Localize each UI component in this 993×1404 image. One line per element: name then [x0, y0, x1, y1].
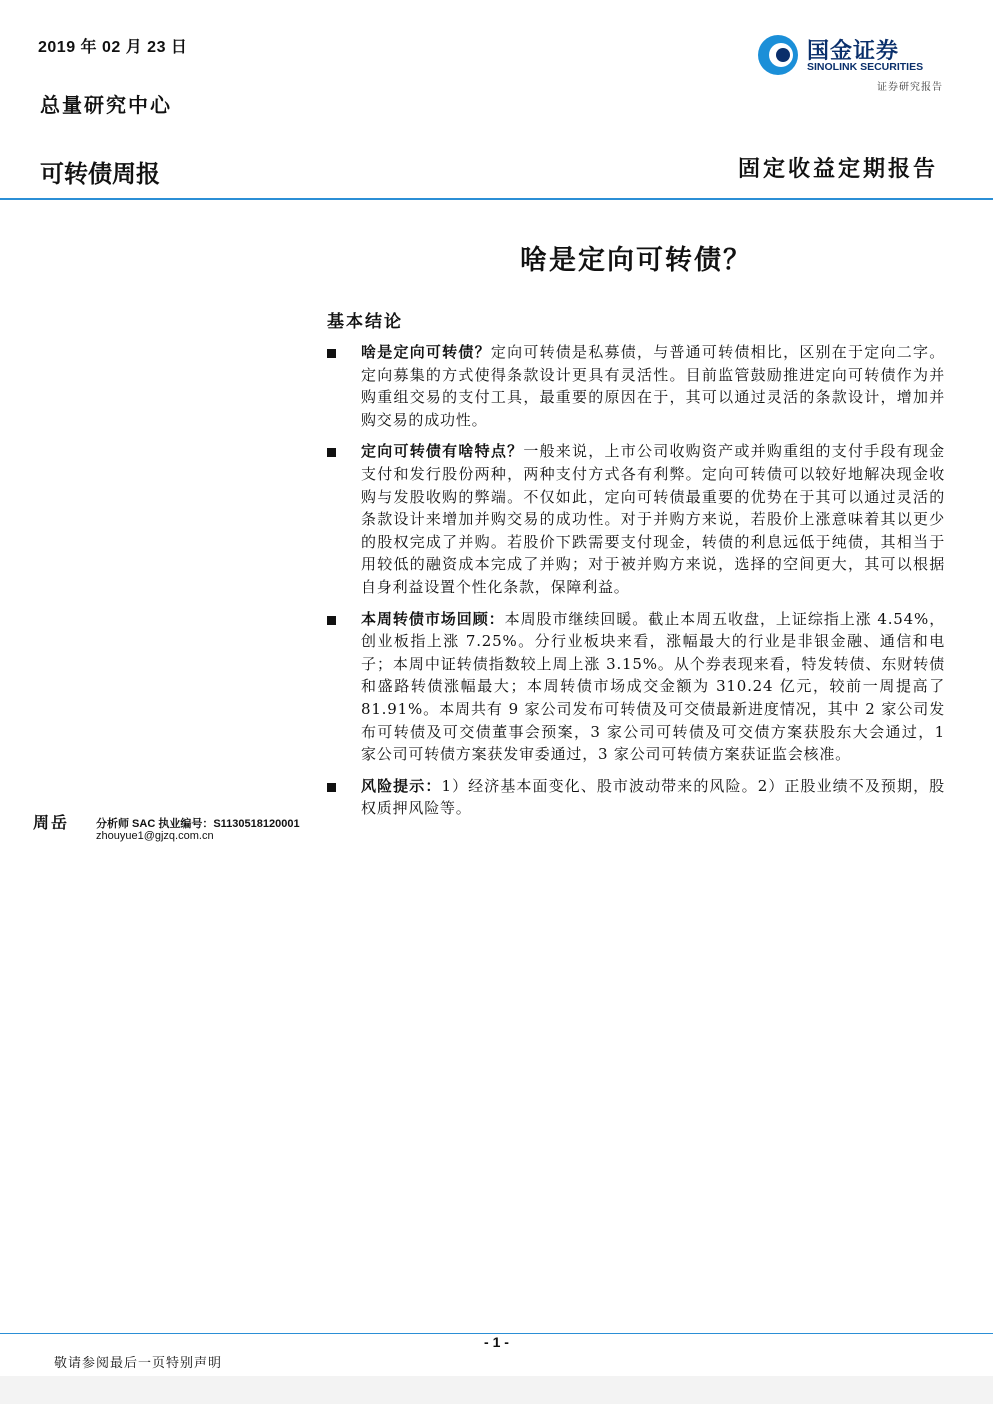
analyst-email-link[interactable]: zhouyue1@gjzq.com.cn	[96, 830, 214, 842]
square-bullet-icon	[327, 349, 336, 358]
list-item	[325, 608, 945, 766]
bullet-text: 本周股市继续回暖。截止本周五收盘，上证综指上涨 4.54%，创业板指上涨 7.25%。分行业板块来看，涨幅最大的行业是非银金融、通信和电子；本周中证转债指数较上周上涨 3.15%。从个券表现来看，特发转债、东财转债和盛路转债涨幅最大；本周转债市场成交金额为 310.24 亿元，较前一周提高了 81.91%。本周共有 9 家公司发布可转债及可交债最新进度情况，其中 2 家公司发布可转债及可交债董事会预案，3 家公司可转债及可交债方案获股东大会通过，1 家公司可转债方案获发审委通过，3 家公司可转债方案获证监会核准。	[361, 609, 945, 764]
bullet-heading: 本周转债市场回顾：	[361, 609, 505, 628]
square-bullet-icon	[327, 616, 336, 625]
sinolink-logo-icon	[757, 34, 799, 76]
bullet-heading: 定向可转债有啥特点？	[361, 442, 524, 461]
company-logo	[757, 32, 947, 78]
header-divider	[0, 198, 993, 200]
bullet-text: 一般来说，上市公司收购资产或并购重组的支付手段有现金支付和发行股份两种，两种支付方式各有利弊。定向可转债可以较好地解决现金收购与发股收购的弊端。不仅如此，定向可转债最重要的优势在于其可以通过灵活的条款设计来增加并购交易的成功性。对于并购方来说，若股价上涨意味着其以更少的股权完成了并购。若股价下跌需要支付现金，转债的利息远低于纯债，其相当于用较低的融资成本完成了并购；对于被并购方来说，选择的空间更大，其可以根据自身利益设置个性化条款，保障利益。	[361, 442, 945, 596]
bullet-heading: 啥是定向可转债？	[361, 343, 491, 361]
section-heading: 基本结论	[327, 312, 403, 332]
list-item	[325, 440, 945, 598]
disclaimer-note: 敬请参阅最后一页特别声明	[54, 1356, 223, 1371]
footer-band	[0, 1376, 993, 1404]
logo-name-cn: 国金证券	[807, 38, 900, 63]
logo-subtitle: 证券研究报告	[877, 82, 943, 93]
list-item	[325, 775, 945, 820]
document-title: 啥是定向可转债？	[520, 245, 752, 276]
conclusion-list	[325, 341, 945, 829]
bullet-heading: 风险提示：	[361, 776, 442, 795]
analyst-certification: 分析师 SAC 执业编号：S1130518120001	[96, 818, 300, 830]
report-type: 固定收益定期报告	[737, 156, 938, 182]
list-item	[325, 341, 945, 431]
research-center: 总量研究中心	[40, 93, 172, 117]
page-number: - 1 -	[484, 1334, 509, 1350]
series-title: 可转债周报	[40, 161, 160, 188]
bullet-text: 定向可转债是私募债，与普通可转债相比，区别在于定向二字。定向募集的方式使得条款设计更具有灵活性。目前监管鼓励推进定向可转债作为并购重组交易的支付工具，最重要的原因在于，其可以通过灵活的条款设计，增加并购交易的成功性。	[361, 343, 945, 429]
square-bullet-icon	[327, 783, 336, 792]
bullet-text: 1）经济基本面变化、股市波动带来的风险。2）正股业绩不及预期，股权质押风险等。	[361, 776, 945, 818]
square-bullet-icon	[327, 448, 336, 457]
analyst-name: 周岳	[33, 813, 70, 832]
report-date: 2019 年 02 月 23 日	[38, 39, 188, 56]
logo-name-en: SINOLINK SECURITIES	[807, 61, 924, 73]
